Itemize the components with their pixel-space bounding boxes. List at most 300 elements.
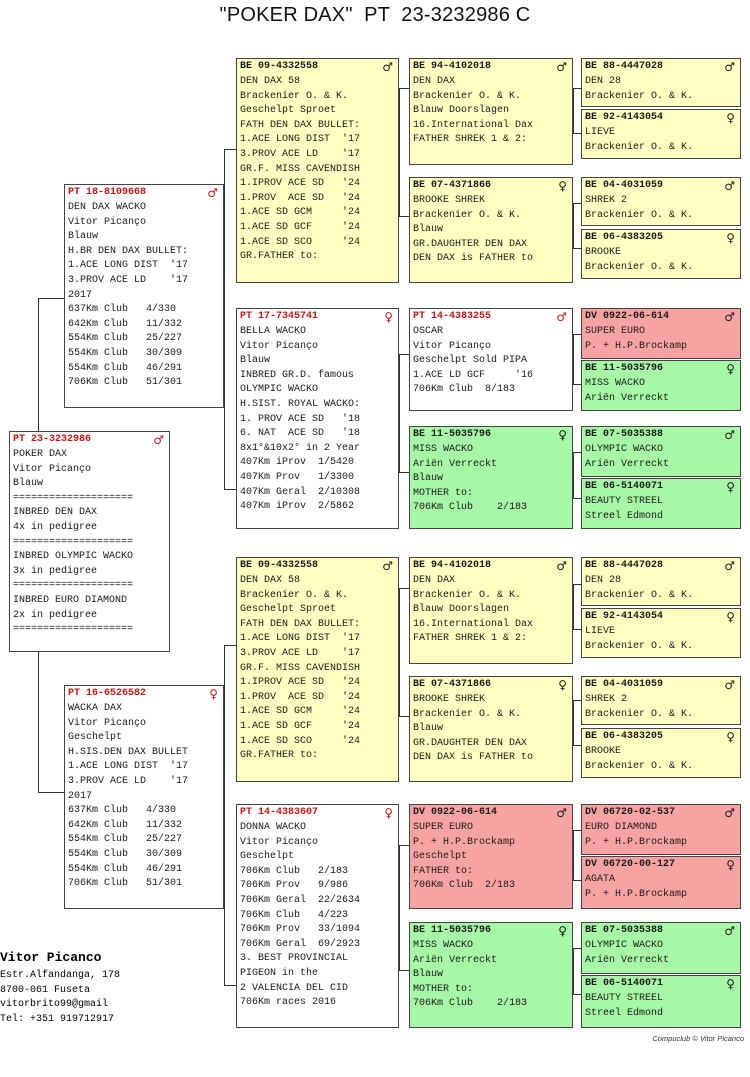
dam-sire-card (236, 557, 399, 782)
pedigree-line: 16.International Dax (413, 119, 534, 131)
pedigree-line: SUPER EURO (585, 326, 646, 337)
pedigree-line: 1.ACE LONG DIST '17 (240, 633, 361, 645)
pedigree-line: 3.PROV ACE LD '17 (240, 647, 361, 659)
pedigree-line: INBRED DEN DAX (13, 507, 98, 519)
pedigree-line: Ariën Verreckt (585, 392, 670, 404)
pedigree-line: 3. BEST PROVINCIAL (240, 953, 349, 965)
female-icon: ♀ (726, 609, 735, 624)
pedigree-line: SHREK 2 (585, 195, 628, 206)
male-icon: ♂ (724, 59, 735, 74)
pedigree-line: 554Km Club 25/227 (68, 834, 183, 846)
pedigree-line: H.SIST. ROYAL WACKO: (240, 398, 361, 410)
pedigree-line: 3.PROV ACE LD '17 (240, 148, 361, 160)
ring-number: BE 07-5035388 (585, 428, 664, 440)
pedigree-line: MISS WACKO (585, 378, 646, 389)
gg-card-9 (581, 557, 741, 606)
pedigree-line: Blauw (413, 723, 444, 735)
pedigree-line: DEN DAX 58 (240, 575, 301, 586)
connector-line (573, 745, 581, 746)
pedigree-line: Blauw Doorslagen (413, 604, 510, 616)
connector-line (573, 584, 581, 585)
pedigree-line: ==================== (13, 580, 134, 592)
connector-line (399, 88, 400, 216)
ring-number: BE 11-5035796 (413, 924, 492, 936)
bird-header (582, 923, 740, 939)
male-icon: ♂ (724, 677, 735, 692)
pedigree-line: 642Km Club 11/332 (68, 318, 183, 330)
pedigree-line: BEAUTY STREEL (585, 496, 664, 507)
connector-line (224, 149, 225, 489)
connector-line (399, 472, 409, 473)
female-icon: ♀ (558, 427, 567, 442)
pedigree-line: Streel Edmond (585, 1007, 664, 1019)
pedigree-line: Vitor Picanço (240, 340, 319, 352)
sds-card (409, 308, 573, 411)
bird-header (410, 59, 572, 75)
sire-card (64, 184, 224, 408)
pedigree-line: Blauw (413, 473, 444, 485)
pedigree-line: INBRED OLYMPIC WACKO (13, 551, 134, 563)
pedigree-line: GR.F. MISS CAVENDISH (240, 662, 361, 674)
connector-line (38, 298, 64, 299)
bird-header (410, 558, 572, 574)
connector-line (573, 133, 581, 134)
connector-line (399, 88, 409, 89)
pedigree-line: Brackenier O. & K. (585, 209, 694, 221)
bird-header (410, 427, 572, 443)
pedigree-line: 1.IPROV ACE SD '24 (240, 677, 361, 689)
bird-header (410, 923, 572, 939)
connector-line (573, 700, 581, 701)
male-icon: ♂ (556, 805, 567, 820)
bird-header (582, 427, 740, 443)
pedigree-line: SHREK 2 (585, 694, 628, 705)
pedigree-line: 1.PROV ACE SD '24 (240, 192, 361, 204)
ring-number: BE 04-4031059 (585, 678, 664, 690)
pedigree-line: 3x in pedigree (13, 565, 98, 577)
bird-header (410, 178, 572, 194)
pedigree-line: PIGEON in the (240, 967, 319, 979)
gg-card-7 (581, 426, 741, 477)
pedigree-line: 6. NAT ACE SD '18 (240, 428, 361, 440)
pedigree-line: Blauw (413, 224, 444, 236)
sire-dam-card (236, 308, 399, 529)
pedigree-line: 706Km Club 2/183 (413, 998, 528, 1010)
pedigree-line: Brackenier O. & K. (585, 708, 694, 720)
pedigree-line: FATH DEN DAX BULLET: (240, 618, 361, 630)
ring-number: BE 07-4371866 (413, 179, 492, 191)
dds-card (409, 804, 573, 909)
pedigree-line: Ariën Verreckt (585, 458, 670, 470)
pedigree-line: GR.FATHER to: (240, 251, 319, 263)
connector-line (573, 584, 574, 629)
pedigree-line: AGATA (585, 874, 616, 885)
owner-block (0, 950, 220, 1027)
pedigree-line: GR.F. MISS CAVENDISH (240, 163, 361, 175)
gg-card-4 (581, 229, 741, 279)
pedigree-line: 706Km Club 4/223 (240, 909, 349, 921)
ring-number: BE 88-4447028 (585, 559, 664, 571)
pedigree-line: SUPER EURO (413, 822, 474, 833)
pedigree-line: 706Km Club 2/183 (240, 865, 349, 877)
owner-name: Vitor Picanco (0, 950, 102, 965)
pedigree-line: 1. PROV ACE SD '18 (240, 413, 361, 425)
owner-email: vitorbrito99@gmail (0, 999, 109, 1011)
pedigree-line: DEN DAX (413, 76, 456, 87)
pedigree-line: Geschelpt Sproet (240, 604, 337, 616)
pedigree-line: DEN DAX is FATHER to (413, 752, 534, 764)
pedigree-line: OSCAR (413, 326, 444, 337)
pedigree-line: FATH DEN DAX BULLET: (240, 119, 361, 131)
female-icon: ♀ (726, 479, 735, 494)
connector-line (573, 452, 574, 498)
gg-card-16 (581, 975, 741, 1028)
pedigree-line: 407Km Prov 1/3300 (240, 471, 355, 483)
male-icon: ♂ (724, 178, 735, 193)
connector-line (399, 216, 409, 217)
ring-number: BE 06-5140071 (585, 977, 664, 989)
female-icon: ♀ (726, 110, 735, 125)
pedigree-line: Ariën Verreckt (585, 954, 670, 966)
pedigree-line: P. + H.P.Brockamp (585, 836, 688, 848)
sdd-card (409, 426, 573, 529)
pedigree-line: 554Km Club 30/309 (68, 848, 183, 860)
pedigree-line: 407Km iProv 1/5420 (240, 457, 355, 469)
pedigree-line: 554Km Club 30/309 (68, 347, 183, 359)
pedigree-line: GR.FATHER to: (240, 750, 319, 762)
gg-card-14 (581, 856, 741, 909)
pedigree-line: 1.ACE LONG DIST '17 (68, 761, 189, 773)
dss-card (409, 557, 573, 664)
pedigree-line: WACKA DAX (68, 703, 123, 714)
ring-number: BE 92-4143054 (585, 610, 664, 622)
gg-card-10 (581, 608, 741, 658)
bird-header (237, 805, 398, 821)
bird-header (582, 59, 740, 75)
pedigree-line: Geschelpt (68, 732, 123, 744)
pedigree-line: 706Km Club 51/301 (68, 377, 183, 389)
bird-header (237, 309, 398, 325)
pedigree-line: LIEVE (585, 626, 616, 637)
bird-header (582, 309, 740, 325)
pedigree-line: Brackenier O. & K. (240, 90, 349, 102)
female-icon: ♀ (558, 178, 567, 193)
connector-line (573, 880, 581, 881)
owner-address: Estr.Alfandanga, 178 (0, 970, 121, 981)
pedigree-line: ==================== (13, 536, 134, 548)
gg-card-11 (581, 676, 741, 725)
pedigree-line: 2017 (68, 790, 93, 802)
pedigree-line: 706Km Geral 22/2634 (240, 894, 361, 906)
bird-header (582, 729, 740, 745)
pedigree-line: 1.ACE LONG DIST '17 (240, 134, 361, 146)
male-icon: ♂ (556, 558, 567, 573)
connector-line (224, 645, 225, 985)
pedigree-line: Brackenier O. & K. (413, 589, 522, 601)
pedigree-line: 706Km races 2016 (240, 997, 337, 1009)
pedigree-line: Geschelpt Sproet (240, 105, 337, 117)
bird-header (582, 178, 740, 194)
ring-number: PT 17-7345741 (240, 310, 319, 322)
connector-line (399, 716, 409, 717)
bird-header (582, 677, 740, 693)
ring-number: BE 07-5035388 (585, 924, 664, 936)
connector-line (399, 354, 409, 355)
male-icon: ♂ (153, 432, 164, 447)
pedigree-line: 637Km Club 4/330 (68, 304, 177, 316)
pedigree-line: MISS WACKO (413, 940, 474, 951)
ring-number: BE 07-4371866 (413, 678, 492, 690)
connector-line (573, 830, 574, 880)
pedigree-line: POKER DAX (13, 449, 68, 460)
pedigree-line: DEN DAX is FATHER to (413, 253, 534, 265)
male-icon: ♂ (382, 558, 393, 573)
ring-number: BE 11-5035796 (585, 362, 664, 374)
male-icon: ♂ (207, 185, 218, 200)
pedigree-line: 3.PROV ACE LD '17 (68, 775, 189, 787)
pedigree-line: DEN DAX 58 (240, 76, 301, 87)
connector-line (399, 588, 400, 716)
bird-header (237, 59, 398, 75)
pedigree-line: H.BR DEN DAX BULLET: (68, 245, 189, 257)
pedigree-line: 706Km Club 2/183 (413, 502, 528, 514)
pedigree-line: 554Km Club 46/291 (68, 362, 183, 374)
pedigree-line: Blauw (240, 355, 271, 367)
pedigree-line: 554Km Club 46/291 (68, 863, 183, 875)
connector-line (573, 948, 581, 949)
female-icon: ♀ (726, 230, 735, 245)
pedigree-line: 706Km Club 8/183 (413, 384, 516, 396)
connector-line (573, 88, 574, 133)
male-icon: ♂ (724, 805, 735, 820)
pedigree-line: 642Km Club 11/332 (68, 819, 183, 831)
gg-card-8 (581, 478, 741, 529)
ring-number: BE 94-4102018 (413, 559, 492, 571)
connector-line (224, 985, 236, 986)
gg-card-6 (581, 360, 741, 411)
connector-line (573, 88, 581, 89)
pedigree-line: 554Km Club 25/227 (68, 333, 183, 345)
ring-number: BE 09-4332558 (240, 559, 319, 571)
pedigree-line: 407Km iProv 2/5862 (240, 501, 355, 513)
pedigree-line: 16.International Dax (413, 618, 534, 630)
pedigree-line: ==================== (13, 492, 134, 504)
female-icon: ♀ (384, 309, 393, 324)
pedigree-line: 407Km Geral 2/10308 (240, 486, 361, 498)
connector-line (573, 384, 581, 385)
bird-header (582, 805, 740, 821)
pedigree-line: BROOKE SHREK (413, 195, 486, 206)
owner-city: 8700-061 Fuseta (0, 984, 91, 996)
pedigree-line: Brackenier O. & K. (585, 589, 694, 601)
pedigree-line: 3.PROV ACE LD '17 (68, 274, 189, 286)
connector-line (573, 994, 581, 995)
dsd-card (409, 676, 573, 782)
female-icon: ♀ (558, 923, 567, 938)
pedigree-line: Vitor Picanço (413, 340, 492, 352)
male-icon: ♂ (724, 923, 735, 938)
bird-header (410, 677, 572, 693)
gg-card-3 (581, 177, 741, 226)
pedigree-line: DEN 28 (585, 575, 622, 586)
pedigree-line: Vitor Picanço (13, 463, 92, 475)
pedigree-line: 1.ACE SD GCM '24 (240, 207, 361, 219)
ring-number: BE 92-4143054 (585, 111, 664, 123)
pedigree-line: Brackenier O. & K. (585, 141, 694, 153)
ring-number: PT 23-3232986 (13, 433, 92, 445)
pedigree-line: P. + H.P.Brockamp (585, 888, 688, 900)
female-icon: ♀ (558, 677, 567, 692)
footer-credit: Compuclub © Vitor Picanco (652, 1034, 744, 1043)
male-icon: ♂ (724, 558, 735, 573)
pedigree-line: INBRED GR.D. famous (240, 369, 355, 381)
bird-header (410, 309, 572, 325)
bird-header (582, 479, 740, 495)
pedigree-line: MISS WACKO (413, 444, 474, 455)
pedigree-line: 1.ACE SD GCM '24 (240, 706, 361, 718)
male-icon: ♂ (556, 59, 567, 74)
connector-line (573, 334, 574, 384)
pedigree-line: ==================== (13, 624, 134, 636)
female-icon: ♀ (726, 729, 735, 744)
pedigree-line: DEN 28 (585, 76, 622, 87)
connector-line (573, 700, 574, 745)
gg-card-1 (581, 58, 741, 107)
pedigree-line: 706Km Prov 33/1094 (240, 924, 361, 936)
sss-card (409, 58, 573, 165)
ddd-card (409, 922, 573, 1028)
pedigree-line: MOTHER to: (413, 487, 474, 499)
pedigree-line: GR.DAUGHTER DEN DAX (413, 737, 528, 749)
bird-header (582, 609, 740, 625)
connector-line (573, 203, 581, 204)
bird-header (582, 110, 740, 126)
connector-line (573, 948, 574, 994)
pedigree-line: OLYMPIC WACKO (585, 444, 664, 455)
pedigree-line: 1.ACE SD SCO '24 (240, 735, 361, 747)
pedigree-line: 8x1°&10x2° in 2 Year (240, 442, 361, 454)
connector-line (399, 970, 409, 971)
pedigree-line: Brackenier O. & K. (585, 640, 694, 652)
connector-line (399, 588, 409, 589)
pedigree-line: 1.PROV ACE SD '24 (240, 691, 361, 703)
pedigree-line: 1.ACE SD GCF '24 (240, 720, 361, 732)
sire-sire-card (236, 58, 399, 283)
gg-card-13 (581, 804, 741, 855)
pedigree-line: MOTHER to: (413, 983, 474, 995)
bird-header (237, 558, 398, 574)
ring-number: PT 14-4383607 (240, 806, 319, 818)
pedigree-line: Blauw (13, 478, 44, 490)
connector-line (573, 452, 581, 453)
pedigree-line: Vitor Picanço (68, 216, 147, 228)
ring-number: BE 06-4383205 (585, 730, 664, 742)
ring-number: BE 94-4102018 (413, 60, 492, 72)
pedigree-line: 706Km Prov 9/986 (240, 880, 349, 892)
connector-line (224, 645, 236, 646)
ring-number: DV 0922-06-614 (585, 310, 670, 322)
pedigree-line: Ariën Verreckt (413, 954, 498, 966)
ring-number: BE 06-4383205 (585, 231, 664, 243)
ring-number: PT 18-8109668 (68, 186, 147, 198)
pedigree-line: 1.ACE LONG DIST '17 (68, 260, 189, 272)
pedigree-line: Geschelpt Sold PIPA (413, 355, 528, 367)
pedigree-line: BROOKE (585, 746, 622, 757)
pedigree-line: FATHER SHREK 1 & 2: (413, 633, 528, 645)
connector-line (573, 248, 581, 249)
pedigree-line: BROOKE SHREK (413, 694, 486, 705)
pedigree-line: OLYMPIC WACKO (585, 940, 664, 951)
pedigree-line: 1.IPROV ACE SD '24 (240, 178, 361, 190)
pedigree-line: INBRED EURO DIAMOND (13, 594, 128, 606)
pedigree-line: BEAUTY STREEL (585, 993, 664, 1004)
pedigree-line: Brackenier O. & K. (413, 209, 522, 221)
pedigree-line: 706Km Club 51/301 (68, 878, 183, 890)
pedigree-line: Brackenier O. & K. (413, 90, 522, 102)
pedigree-line: FATHER SHREK 1 & 2: (413, 134, 528, 146)
bird-header (65, 686, 223, 702)
bird-header (582, 230, 740, 246)
female-icon: ♀ (726, 361, 735, 376)
connector-line (38, 652, 39, 792)
bird-header (65, 185, 223, 201)
pedigree-line: Brackenier O. & K. (240, 589, 349, 601)
ring-number: DV 0922-06-614 (413, 806, 498, 818)
female-icon: ♀ (726, 857, 735, 872)
connector-line (399, 845, 409, 846)
pedigree-line: Blauw (68, 231, 99, 243)
pedigree-line: 4x in pedigree (13, 521, 98, 533)
gg-card-2 (581, 109, 741, 159)
male-icon: ♂ (724, 427, 735, 442)
ring-number: PT 14-4383255 (413, 310, 492, 322)
pedigree-line: Geschelpt (413, 851, 468, 863)
ring-number: DV 06720-00-127 (585, 858, 676, 870)
female-icon: ♀ (209, 686, 218, 701)
male-icon: ♂ (382, 59, 393, 74)
pedigree-line: BELLA WACKO (240, 326, 307, 337)
ring-number: BE 88-4447028 (585, 60, 664, 72)
gg-card-5 (581, 308, 741, 359)
pedigree-line: DEN DAX WACKO (68, 202, 147, 213)
ring-number: BE 11-5035796 (413, 428, 492, 440)
pedigree-line: Ariën Verreckt (413, 458, 498, 470)
pedigree-line: GR.DAUGHTER DEN DAX (413, 238, 528, 250)
pedigree-line: 706Km Club 2/183 (413, 880, 516, 892)
ring-number: DV 06720-02-537 (585, 806, 676, 818)
ring-number: BE 06-5140071 (585, 480, 664, 492)
connector-line (573, 830, 581, 831)
page-title: "POKER DAX" PT 23-3232986 C (219, 4, 531, 26)
ring-number: BE 09-4332558 (240, 60, 319, 72)
female-icon: ♀ (726, 976, 735, 991)
pedigree-line: DONNA WACKO (240, 822, 307, 833)
ssd-card (409, 177, 573, 283)
pedigree-line: DEN DAX (413, 575, 456, 586)
bird-header (582, 857, 740, 873)
pedigree-line: Geschelpt (240, 851, 295, 863)
pedigree-line: Blauw (413, 969, 444, 981)
pedigree-line: Brackenier O. & K. (585, 261, 694, 273)
pedigree-line: 1.ACE LD GCF '16 (413, 369, 534, 381)
connector-line (224, 149, 236, 150)
bird-header (410, 805, 572, 821)
pedigree-line: 2x in pedigree (13, 609, 98, 621)
ring-number: PT 16-6526582 (68, 687, 147, 699)
pedigree-line: Blauw Doorslagen (413, 105, 510, 117)
pedigree-line: H.SIS.DEN DAX BULLET (68, 746, 189, 758)
connector-line (224, 489, 236, 490)
